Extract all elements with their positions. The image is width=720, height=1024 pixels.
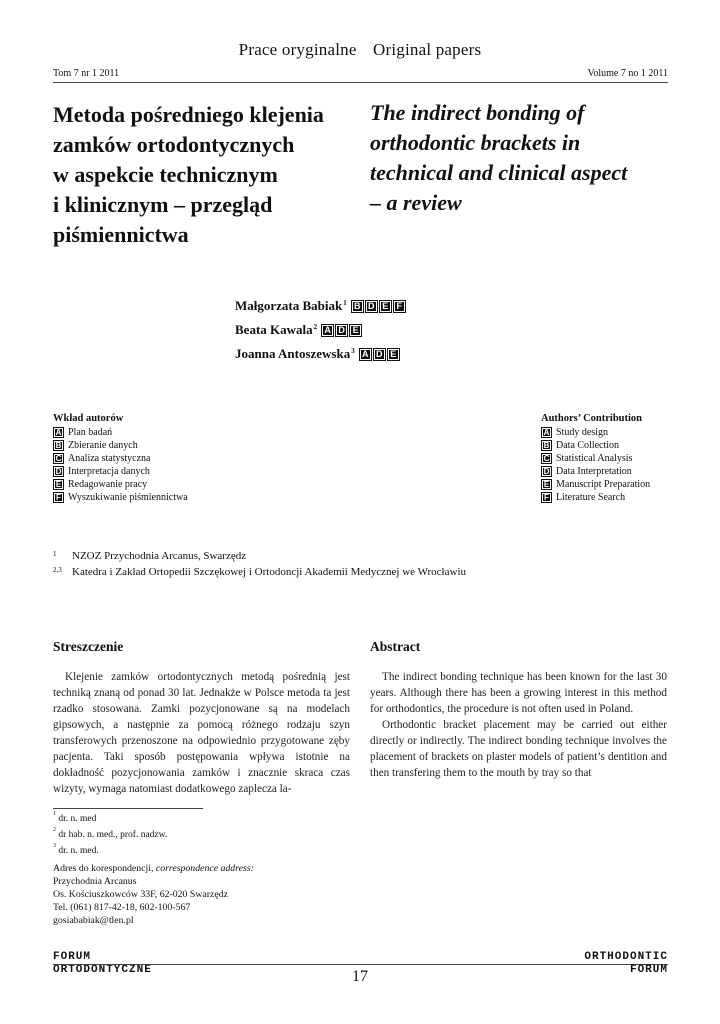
role-badge: D: [373, 348, 386, 361]
contribution-legend-en: [541, 412, 650, 504]
contribution-label: Data Collection: [556, 440, 620, 451]
role-badge: C: [541, 453, 552, 464]
role-badge: E: [541, 479, 552, 490]
title-en-line: technical and clinical aspect: [370, 160, 628, 185]
role-badge: A: [359, 348, 372, 361]
footnote-number: 3: [53, 843, 56, 850]
title-pl-line: Metoda pośredniego klejenia: [53, 102, 324, 127]
footnote-text: dr. n. med.: [58, 846, 99, 857]
contribution-item: [53, 439, 188, 452]
footnote-text: dr hab. n. med., prof. nadzw.: [58, 830, 168, 841]
abstract-body: [370, 669, 667, 781]
contribution-item: [53, 426, 188, 439]
role-badge: E: [53, 479, 64, 490]
contribution-item: [541, 478, 650, 491]
contribution-item: [541, 465, 650, 478]
role-badge: B: [53, 440, 64, 451]
role-badge: E: [379, 300, 392, 313]
footer-line: ORTHODONTIC: [584, 951, 668, 963]
author-name: Joanna Antoszewska: [235, 346, 351, 361]
role-badge: B: [541, 440, 552, 451]
contribution-label: Redagowanie pracy: [68, 479, 148, 490]
issue-info-pl: Tom 7 nr 1 2011: [53, 68, 120, 79]
footnotes: [53, 810, 167, 858]
role-badge: D: [53, 466, 64, 477]
affiliation-number: 2,3: [53, 566, 62, 574]
author: [235, 294, 406, 318]
contribution-legend-pl: [53, 412, 188, 504]
affiliation-number: 1: [53, 550, 57, 558]
title-pl-line: i klinicznym – przegląd: [53, 192, 273, 217]
contribution-item: [53, 465, 188, 478]
abstract-paragraph: Orthodontic bracket placement may be carried out either directly or indirectly. The indirect bonding technique involves the placement of brackets on plaster models of patient’s dentition and then transfering them to the mouth by tray so that: [370, 719, 667, 779]
author: [235, 342, 406, 366]
footer-line: FORUM: [53, 951, 92, 963]
role-badge: A: [541, 427, 552, 438]
title-en-line: orthodontic brackets in: [370, 130, 581, 155]
contribution-heading-en: Authors’ Contribution: [541, 413, 643, 424]
affiliation: [53, 548, 466, 564]
contribution-label: Interpretacja danych: [68, 466, 150, 477]
footnote-number: 1: [53, 811, 56, 817]
role-badge: F: [393, 300, 406, 313]
contribution-label: Statistical Analysis: [556, 453, 633, 464]
contribution-item: [53, 452, 188, 465]
correspondence-line: Os. Kościuszkowców 33F, 62-020 Swarzędz: [53, 889, 228, 900]
correspondence-address: [53, 862, 254, 927]
contribution-label: Manuscript Preparation: [556, 479, 651, 490]
footnote: [53, 842, 167, 858]
page-number: 17: [352, 968, 368, 985]
role-badge: A: [53, 427, 64, 438]
affiliations: [53, 548, 466, 580]
streszczenie-heading: Streszczenie: [53, 639, 124, 654]
contribution-label: Zbieranie danych: [68, 440, 138, 451]
role-badges: [351, 300, 406, 313]
author-affiliation-ref: 2: [313, 323, 318, 331]
author-affiliation-ref: 3: [351, 347, 355, 355]
journal-section-header: [0, 40, 720, 60]
author: [235, 318, 406, 342]
section-label-pl: Prace oryginalne: [238, 40, 357, 59]
role-badge: E: [349, 324, 362, 337]
title-pl-line: w aspekcie technicznym: [53, 162, 278, 187]
contribution-item: [541, 491, 650, 504]
contribution-item: [53, 491, 188, 504]
role-badge: F: [541, 492, 552, 503]
author-affiliation-ref: 1: [343, 299, 347, 307]
contribution-label: Wyszukiwanie piśmiennictwa: [68, 492, 188, 503]
correspondence-line: Tel. (061) 817-42-18, 602-100-567: [53, 902, 191, 913]
footer-line: ORTODONTYCZNE: [53, 964, 152, 976]
footnote-number: 2: [53, 827, 56, 834]
role-badge: D: [541, 466, 552, 477]
abstract-paragraph: The indirect bonding technique has been known for the last 30 years. Although there has been a growing interest in this method for orthodontics, the procedure is not often used in Poland.: [370, 671, 667, 715]
role-badge: D: [365, 300, 378, 313]
role-badge: A: [321, 324, 334, 337]
contribution-item: [541, 452, 650, 465]
streszczenie-paragraph: Klejenie zamków ortodontycznych metodą pośrednią jest techniką znaną od ponad 30 lat. Jednakże w Polsce metoda ta jest rzadko stosowana. Zamki pozycjonowane są na modelach gipsowych, a następnie za pomocą różnego rodzaju szyn transferowych przenoszone na odpowiednio przygotowane zęby pacjenta. Taki sposób postępowania wpływa istotnie na dokładność pozycjonowania zamków i znacznie skraca czas wizyty, wymaga natomiast dodatkowego zaplecza la-: [53, 671, 350, 795]
footer-divider: [53, 964, 668, 965]
affiliation-text: NZOZ Przychodnia Arcanus, Swarzędz: [72, 550, 247, 562]
role-badge: F: [53, 492, 64, 503]
title-polish: [53, 100, 363, 250]
correspondence-email: gosiababiak@tlen.pl: [53, 915, 134, 926]
issue-info-en: Volume 7 no 1 2011: [587, 68, 668, 79]
author-name: Małgorzata Babiak: [235, 298, 343, 313]
affiliation: [53, 564, 466, 580]
role-badge: B: [351, 300, 364, 313]
footnote-divider: [53, 808, 203, 809]
role-badge: E: [387, 348, 400, 361]
author-list: [235, 294, 406, 366]
contribution-label: Study design: [556, 427, 608, 438]
author-name: Beata Kawala: [235, 322, 313, 337]
title-en-line: – a review: [370, 190, 462, 215]
contribution-heading-pl: Wkład autorów: [53, 413, 124, 424]
footnote-text: dr. n. med: [58, 814, 97, 825]
role-badges: [321, 324, 362, 337]
contribution-item: [541, 439, 650, 452]
streszczenie-body: [53, 669, 350, 797]
correspondence-label-pl: Adres do korespondencji,: [53, 863, 156, 874]
role-badges: [359, 348, 400, 361]
contribution-item: [541, 426, 650, 439]
affiliation-text: Katedra i Zakład Ortopedii Szczękowej i Ortodoncji Akademii Medycznej we Wrocławiu: [72, 566, 466, 578]
contribution-item: [53, 478, 188, 491]
title-english: [370, 98, 680, 218]
section-label-en: Original papers: [373, 40, 482, 59]
correspondence-label-en: correspondence address:: [155, 863, 254, 874]
contribution-label: Plan badań: [68, 427, 113, 438]
correspondence-line: Przychodnia Arcanus: [53, 876, 137, 887]
footer-line: FORUM: [629, 964, 668, 976]
title-pl-line: zamków ortodontycznych: [53, 132, 295, 157]
correspondence-label: [53, 862, 254, 875]
contribution-label: Analiza statystyczna: [68, 453, 151, 464]
abstract-heading: Abstract: [370, 639, 421, 654]
contribution-label: Data Interpretation: [556, 466, 632, 477]
footnote: [53, 810, 167, 826]
title-pl-line: piśmiennictwa: [53, 222, 189, 247]
title-en-line: The indirect bonding of: [370, 100, 585, 125]
footnote: [53, 826, 167, 842]
role-badge: D: [335, 324, 348, 337]
header-divider: [53, 82, 668, 83]
role-badge: C: [53, 453, 64, 464]
contribution-label: Literature Search: [556, 492, 626, 503]
